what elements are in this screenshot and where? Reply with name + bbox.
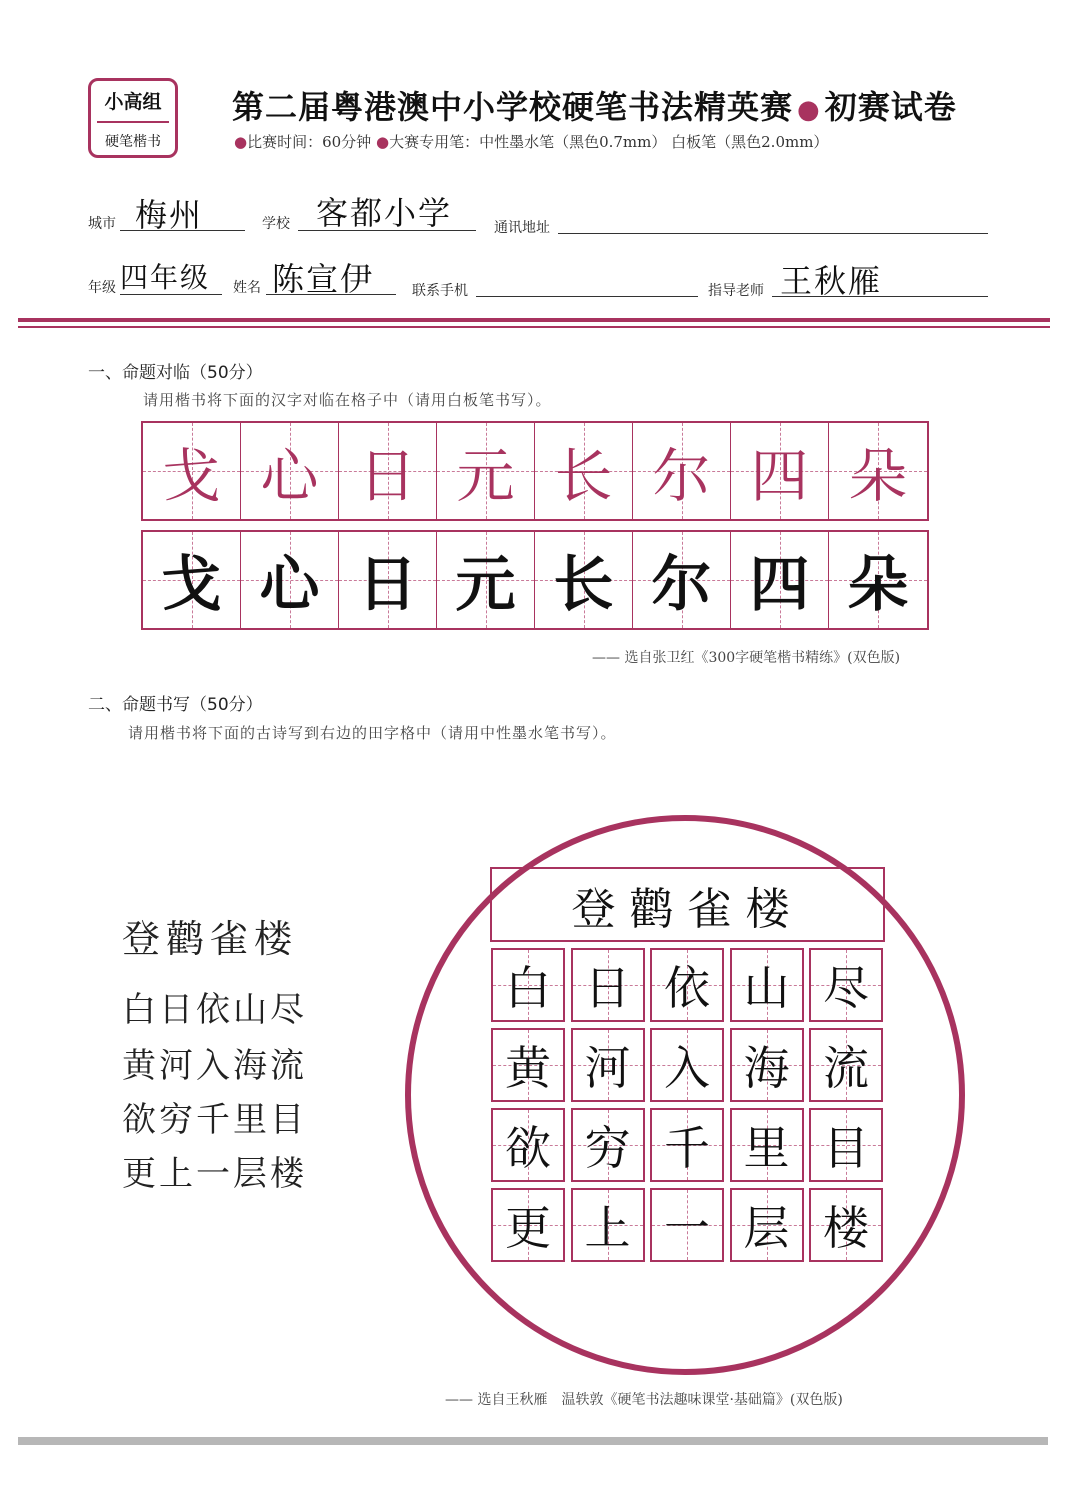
badge-divider <box>97 121 169 123</box>
address-underline <box>558 233 988 234</box>
written-cell[interactable]: 长 <box>535 532 633 628</box>
section1-instruction: 请用楷书将下面的汉字对临在格子中（请用白板笔书写）。 <box>143 391 552 409</box>
section1-heading: 一、命题对临（50分） <box>88 363 263 383</box>
contest-info <box>234 131 828 152</box>
grade-value[interactable]: 四年级 <box>120 261 211 294</box>
section2-heading: 二、命题书写（50分） <box>88 695 263 715</box>
model-cell: 日 <box>339 423 437 519</box>
written-title-box[interactable] <box>490 867 885 942</box>
model-char-row <box>141 421 929 521</box>
title-sub: 初赛试卷 <box>824 88 957 126</box>
model-cell: 尔 <box>633 423 731 519</box>
badge-category: 硬笔楷书 <box>105 134 161 150</box>
name-label: 姓名 <box>233 280 261 296</box>
poem-title: 登鹳雀楼 <box>122 917 299 961</box>
model-cell: 元 <box>437 423 535 519</box>
model-cell: 朵 <box>829 423 927 519</box>
written-cell[interactable]: 四 <box>731 532 829 628</box>
poem-grid-char: 一 <box>664 1201 710 1255</box>
group-badge <box>88 78 178 158</box>
poem-grid-char: 欲 <box>505 1121 551 1175</box>
title-dot-icon: ● <box>797 95 821 125</box>
info-pens: 大赛专用笔：中性墨水笔（黑色0.7mm） 白板笔（黑色2.0mm） <box>389 133 829 151</box>
info-time: 比赛时间：60分钟 <box>247 133 372 151</box>
bullet-icon: ● <box>375 133 390 151</box>
bullet-icon: ● <box>234 133 248 151</box>
poem-grid-cell[interactable] <box>730 1028 804 1102</box>
poem-grid-char: 山 <box>743 961 790 1015</box>
poem-grid-cell[interactable] <box>571 1108 645 1182</box>
poem-line: 欲穷千里目 <box>122 1100 307 1140</box>
written-cell[interactable]: 朵 <box>829 532 927 628</box>
poem-grid-cell[interactable] <box>809 1028 883 1102</box>
written-cell[interactable]: 戈 <box>143 532 241 628</box>
poem-line: 白日依山尽 <box>122 990 307 1030</box>
teacher-label: 指导老师 <box>708 283 764 299</box>
poem-grid-cell[interactable] <box>650 1108 724 1182</box>
written-cell[interactable]: 尔 <box>633 532 731 628</box>
written-char-row <box>141 530 929 630</box>
poem-grid-char: 流 <box>823 1041 869 1095</box>
poem-grid-cell[interactable] <box>571 1028 645 1102</box>
divider-thin <box>18 326 1050 328</box>
poem-grid-cell[interactable] <box>571 948 645 1022</box>
address-label: 通讯地址 <box>494 220 550 236</box>
poem-grid-char: 层 <box>743 1201 790 1255</box>
page-title <box>232 82 957 128</box>
phone-underline <box>476 296 698 297</box>
poem-grid-char: 海 <box>743 1041 790 1095</box>
poem-grid-cell[interactable] <box>809 1108 883 1182</box>
written-cell[interactable]: 心 <box>241 532 339 628</box>
model-cell: 心 <box>241 423 339 519</box>
poem-line: 更上一层楼 <box>122 1154 307 1194</box>
teacher-value[interactable]: 王秋雁 <box>780 262 883 300</box>
section1-source: —— 选自张卫红《300字硬笔楷书精练》(双色版) <box>592 650 901 666</box>
city-value[interactable]: 梅州 <box>135 196 204 234</box>
poem-grid-char: 里 <box>743 1121 790 1175</box>
written-cell[interactable]: 日 <box>339 532 437 628</box>
poem-grid-char: 更 <box>505 1201 551 1255</box>
poem-grid-char: 目 <box>823 1121 869 1175</box>
poem-grid-char: 河 <box>584 1041 631 1095</box>
model-cell: 戈 <box>143 423 241 519</box>
poem-grid-char: 楼 <box>823 1201 869 1255</box>
badge-group: 小高组 <box>104 91 162 113</box>
poem-grid-cell[interactable] <box>650 1188 724 1262</box>
poem-grid-cell[interactable] <box>491 1028 565 1102</box>
poem-grid-cell[interactable] <box>730 948 804 1022</box>
poem-line: 黄河入海流 <box>122 1046 307 1086</box>
poem-grid-char: 入 <box>664 1041 710 1095</box>
poem-grid-cell[interactable] <box>650 1028 724 1102</box>
city-label: 城市 <box>88 216 116 232</box>
model-cell: 四 <box>731 423 829 519</box>
school-label: 学校 <box>262 216 290 232</box>
poem-grid-cell[interactable] <box>730 1108 804 1182</box>
poem-grid-cell[interactable] <box>491 948 565 1022</box>
divider-thick <box>18 318 1050 322</box>
name-value[interactable]: 陈宣伊 <box>272 260 375 298</box>
written-cell[interactable]: 元 <box>437 532 535 628</box>
poem-grid-char: 白 <box>505 961 551 1015</box>
title-main: 第二届粤港澳中小学校硬笔书法精英赛 <box>232 88 794 126</box>
poem-grid-cell[interactable] <box>650 948 724 1022</box>
school-value[interactable]: 客都小学 <box>316 194 453 232</box>
poem-grid-char: 上 <box>584 1201 631 1255</box>
poem-grid-cell[interactable] <box>730 1188 804 1262</box>
poem-grid-char: 日 <box>584 961 631 1015</box>
poem-grid-cell[interactable] <box>809 948 883 1022</box>
model-cell: 长 <box>535 423 633 519</box>
poem-grid-char: 千 <box>664 1121 710 1175</box>
poem-grid-char: 依 <box>664 961 710 1015</box>
written-title: 登鹳雀楼 <box>571 883 804 935</box>
grade-label: 年级 <box>88 280 116 296</box>
poem-grid-cell[interactable] <box>491 1108 565 1182</box>
bottom-bar <box>18 1437 1048 1445</box>
poem-grid-cell[interactable] <box>571 1188 645 1262</box>
poem-grid-cell[interactable] <box>809 1188 883 1262</box>
section2-source: —— 选自王秋雁 温轶敦《硬笔书法趣味课堂·基础篇》(双色版) <box>445 1392 843 1408</box>
section2-instruction: 请用楷书将下面的古诗写到右边的田字格中（请用中性墨水笔书写）。 <box>128 724 617 742</box>
poem-grid-char: 黄 <box>505 1041 551 1095</box>
phone-label: 联系手机 <box>412 283 468 299</box>
poem-grid-char: 穷 <box>584 1121 631 1175</box>
poem-grid-char: 尽 <box>823 961 869 1015</box>
poem-grid-cell[interactable] <box>491 1188 565 1262</box>
